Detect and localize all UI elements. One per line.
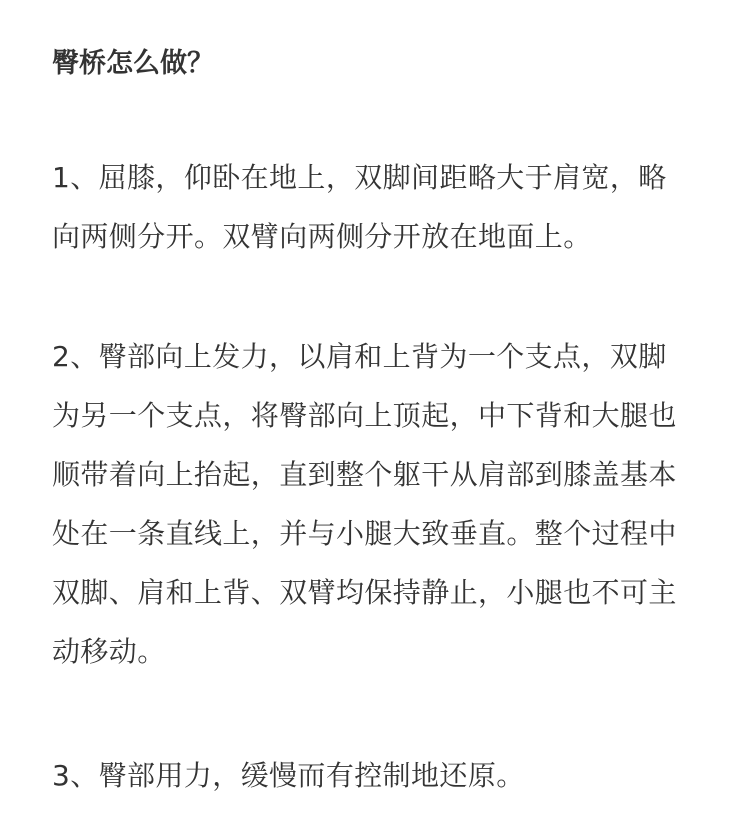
step-3-paragraph: [52, 746, 525, 805]
step-2-line: 处在一条直线上，并与小腿大致垂直。整个过程中: [52, 517, 677, 550]
step-1-line: 向两侧分开。双臂向两侧分开放在地面上。: [52, 220, 592, 253]
step-1-line: 1、屈膝，仰卧在地上，双脚间距略大于肩宽，略: [52, 161, 667, 194]
step-1-paragraph: [52, 148, 667, 266]
step-2-line: 动移动。: [52, 635, 166, 668]
step-2-line: 双脚、肩和上背、双臂均保持静止，小腿也不可主: [52, 576, 677, 609]
step-3-line: 3、臀部用力，缓慢而有控制地还原。: [52, 759, 525, 792]
step-2-paragraph: [52, 327, 677, 681]
step-2-line: 2、臀部向上发力，以肩和上背为一个支点，双脚: [52, 340, 667, 373]
article-title: 臀桥怎么做？: [52, 48, 214, 79]
step-2-line: 为另一个支点，将臀部向上顶起，中下背和大腿也: [52, 399, 677, 432]
step-2-line: 顺带着向上抬起，直到整个躯干从肩部到膝盖基本: [52, 458, 677, 491]
